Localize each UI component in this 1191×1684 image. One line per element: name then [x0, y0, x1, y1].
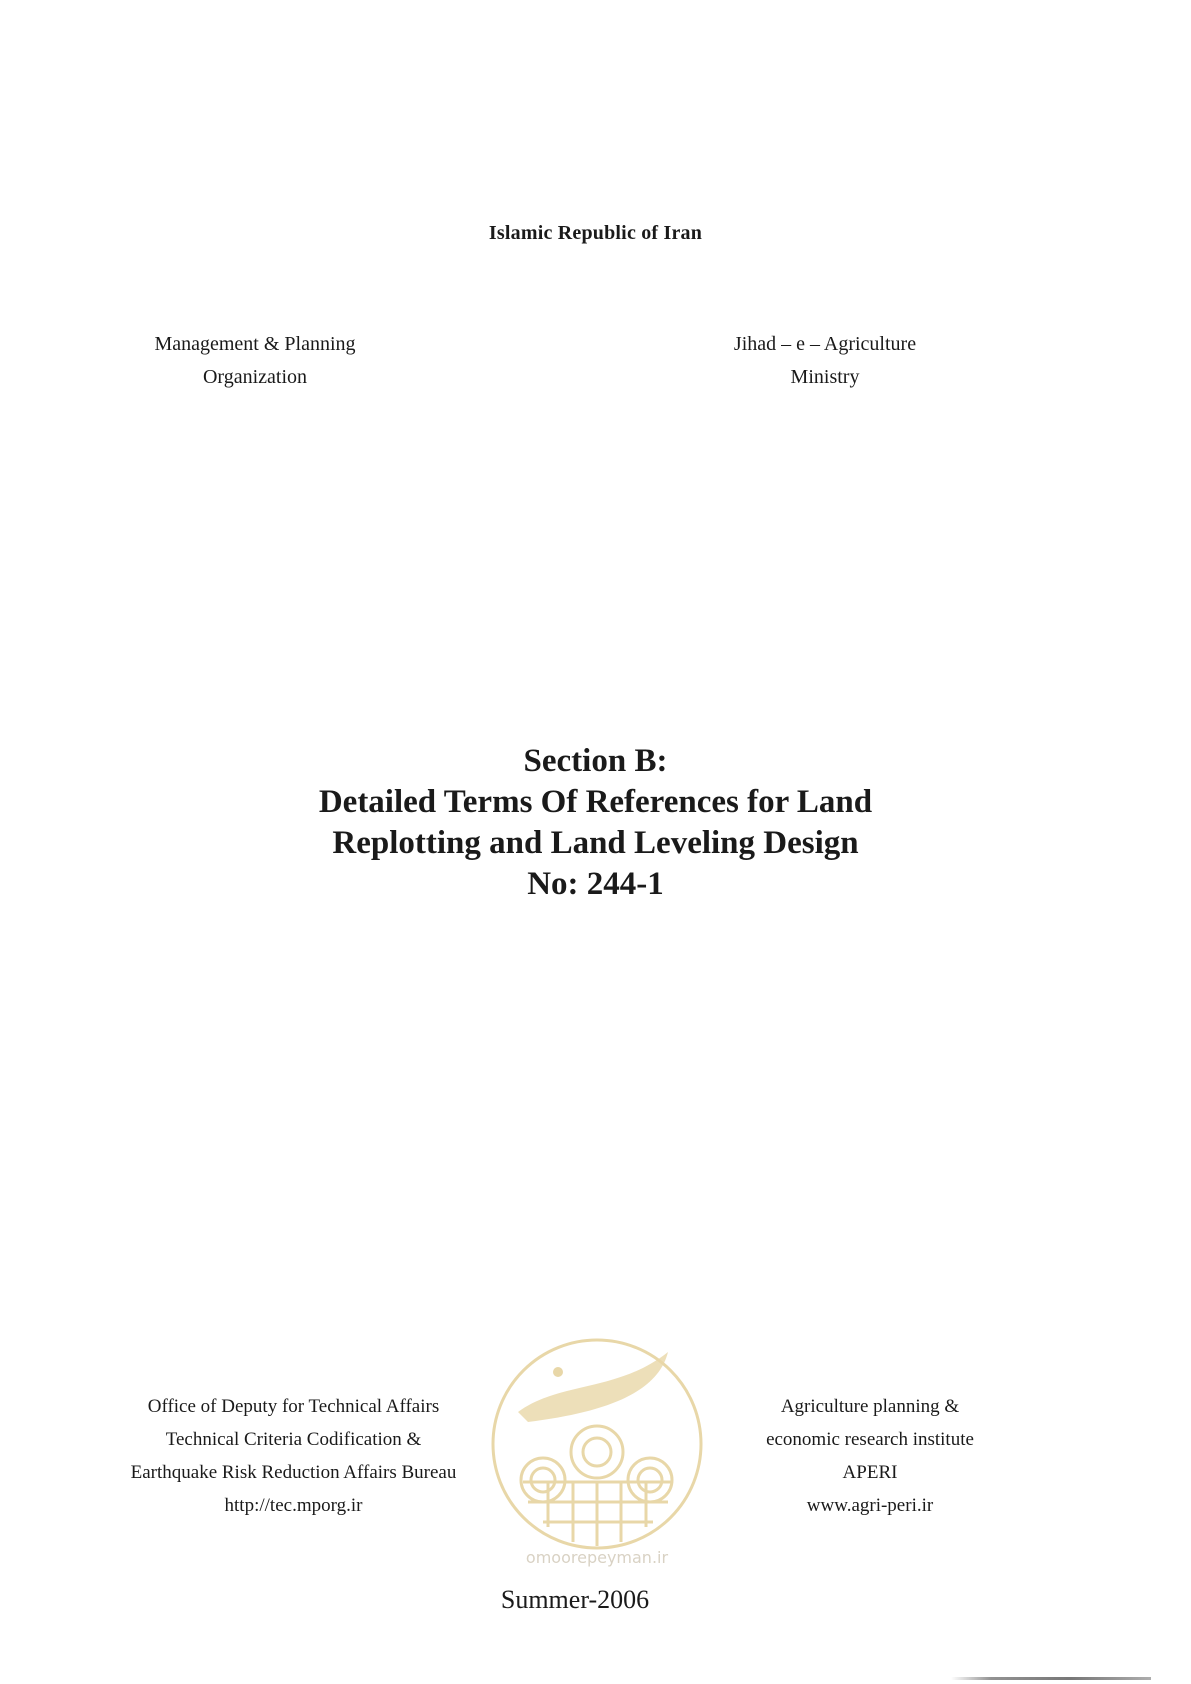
watermark-url: omoorepeyman.ir: [525, 1548, 669, 1567]
title-section: Section B:: [523, 743, 668, 779]
org-left-line-1: Management & Planning: [154, 333, 356, 355]
footer-right-institute: [730, 1390, 1010, 1522]
scan-artifact-line: [951, 1677, 1151, 1680]
title-line-2: Detailed Terms Of References for Land: [318, 784, 873, 820]
org-left-line-2: Organization: [202, 366, 308, 388]
management-planning-organization: [110, 328, 400, 394]
watermark-seal-icon: [488, 1332, 706, 1560]
footer-left-office: [96, 1390, 491, 1522]
document-title: [0, 741, 1191, 905]
agriculture-ministry: [690, 328, 960, 394]
title-number: No: 244-1: [527, 866, 664, 902]
footer-right-line-2: economic research institute: [766, 1429, 974, 1450]
publication-date: Summer-2006: [500, 1585, 650, 1614]
footer-left-url: http://tec.mporg.ir: [224, 1495, 363, 1516]
country-heading: Islamic Republic of Iran: [488, 222, 703, 244]
footer-left-line-1: Office of Deputy for Technical Affairs: [147, 1396, 440, 1417]
title-line-3: Replotting and Land Leveling Design: [332, 825, 859, 861]
footer-right-line-1: Agriculture planning &: [780, 1396, 960, 1417]
footer-left-line-3: Earthquake Risk Reduction Affairs Bureau: [130, 1462, 457, 1483]
org-right-line-2: Ministry: [790, 366, 860, 388]
footer-right-line-3: APERI: [842, 1462, 898, 1483]
footer-left-line-2: Technical Criteria Codification &: [165, 1429, 422, 1450]
footer-right-url: www.agri-peri.ir: [806, 1495, 934, 1516]
org-right-line-1: Jihad – e – Agriculture: [733, 333, 917, 355]
